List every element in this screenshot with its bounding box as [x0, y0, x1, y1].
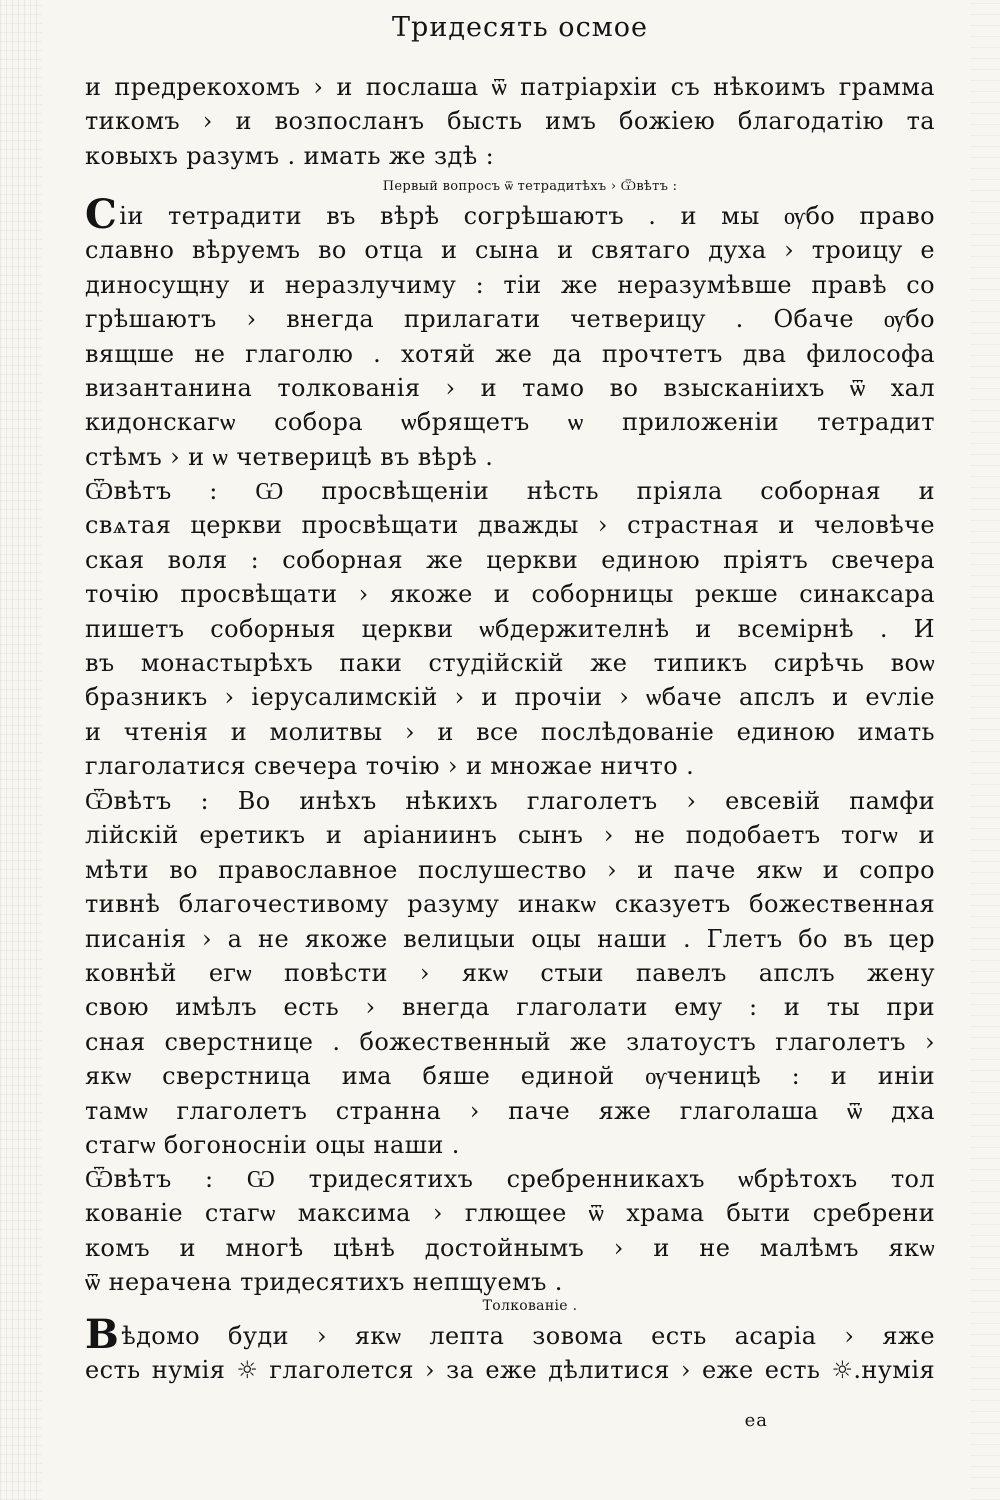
text-line: тамѡ глаголетъ странна › паче яже глаголаша ѿ дха — [85, 1096, 935, 1125]
text-line: диносущну и неразлучиму : тіи же неразумѣвше правѣ со — [85, 270, 935, 299]
commentary-heading: Толкованіе . — [482, 1298, 578, 1314]
text-line: ковнѣй егѡ повѣсти › якѡ стыи павелъ апслъ жену — [85, 959, 935, 988]
commentary-paragraph — [85, 1311, 935, 1388]
text-line: пишетъ соборныя церкви ѡбдержителнѣ и всемірнѣ . И — [85, 614, 935, 643]
text-line: стагѡ богоносніи оцы наши . — [85, 1131, 460, 1160]
text-line: тивнѣ благочестивому разуму инакѡ сказуетъ божественная — [85, 890, 935, 919]
text-line: кидонскагѡ собора ѡбрящетъ ѡ приложеніи тетрадит — [85, 408, 935, 437]
text-line: тикомъ › и возпосланъ бысть имъ божіею благодатію та — [85, 107, 935, 136]
text-line: Вѣдомо буди › якѡ лепта зовома есть асаріа › яже — [85, 1311, 935, 1358]
answer-paragraph-4 — [85, 1162, 935, 1300]
text-line: бразникъ › іерусалимскій › и прочіи › ѡбаче апслъ и еѵліе — [85, 683, 935, 712]
text-line: глаголатися свечера точію › и множае ничто . — [85, 752, 695, 781]
text-line: есть нумія ☼ глаголется › за еже дѣлитися › еже есть ☼.нумія — [85, 1356, 935, 1385]
text-line: свою имѣлъ есть › внегда глаголати ему : и ты при — [85, 993, 935, 1022]
text-line: ѿ нерачена тридесятихъ непщуемъ . — [85, 1268, 563, 1297]
page-number: еа — [744, 1410, 768, 1431]
drop-cap: С — [85, 191, 118, 238]
drop-cap: В — [85, 1311, 120, 1358]
text-line: сная сверстнице . божественный же златоустъ глаголетъ › — [85, 1027, 935, 1056]
text-line: ская воля : соборная же церкви единою пріятъ свечера — [85, 545, 935, 574]
text-line: славно вѣруемъ во отца и сына и святаго духа › троицу е — [85, 236, 935, 265]
section-subheading: Первый вопросъ ѿ тетрадитѣхъ › Ѿвѣтъ : — [382, 179, 678, 194]
text-line: мѣти во православное послушество › и паче якѡ и сопро — [85, 855, 935, 884]
intro-paragraph — [85, 70, 935, 173]
text-line: и чтенія и молитвы › и все послѣдованіе единою имать — [85, 717, 935, 746]
text-line: лійскій еретикъ и аріаниинъ сынъ › не подобаетъ тогѡ и — [85, 821, 935, 850]
text-line: Ѿвѣтъ : Ѡ тридесятихъ сребренникахъ ѡбрѣтохъ тол — [85, 1165, 935, 1193]
text-line: точію просвѣщати › якоже и соборницы рекше синаксара — [85, 580, 935, 609]
text-line: въ монастырѣхъ паки студійскій же типикъ сирѣчь воѡ — [85, 649, 935, 678]
text-line: Ѿвѣтъ : Во инѣхъ нѣкихъ глаголетъ › евсевій памфи — [85, 787, 935, 815]
text-line: Сіи тетрадити въ вѣрѣ согрѣшаютъ . и мы ѹбо право — [85, 191, 935, 238]
answer-paragraph-2 — [85, 474, 935, 784]
page-margin-left — [0, 0, 42, 1500]
text-line: ковыхъ разумъ . имать же здѣ : — [85, 141, 495, 170]
running-header: Тридесять осмое — [392, 12, 648, 43]
text-line: и предрекохомъ › и послаша ѿ патріархіи съ нѣкоимъ грамма — [85, 73, 935, 101]
text-line: византанина толкованія › и тамо во взысканіихъ ѿ хал — [85, 374, 935, 403]
text-line: Ѿвѣтъ : Ѡ просвѣщеніи нѣсть пріяла соборная и — [85, 477, 935, 505]
text-line: грѣшаютъ › внегда прилагати четверицу . Обаче ѹбо — [85, 305, 935, 334]
text-line: стѣмъ › и ѡ четверицѣ въ вѣрѣ . — [85, 442, 494, 471]
page-margin-right — [970, 0, 1000, 1500]
text-line: кованіе стагѡ максима › глющее ѿ храма быти сребрени — [85, 1199, 935, 1228]
text-line: вящше не глаголю . хотяй же да прочтетъ два философа — [85, 339, 935, 368]
text-line: писанія › а не якоже велицыи оцы наши . Глетъ бо въ цер — [85, 924, 935, 953]
text-line: якѡ сверстница има бяше единой ѹченицѣ : и иніи — [85, 1062, 935, 1091]
answer-paragraph-1 — [85, 191, 935, 474]
text-line: свѧтая церкви просвѣщати дважды › страстная и человѣче — [85, 511, 935, 540]
answer-paragraph-3 — [85, 784, 935, 1162]
text-line: комъ и многѣ цѣнѣ достойнымъ › и не малѣмъ якѡ — [85, 1233, 935, 1262]
